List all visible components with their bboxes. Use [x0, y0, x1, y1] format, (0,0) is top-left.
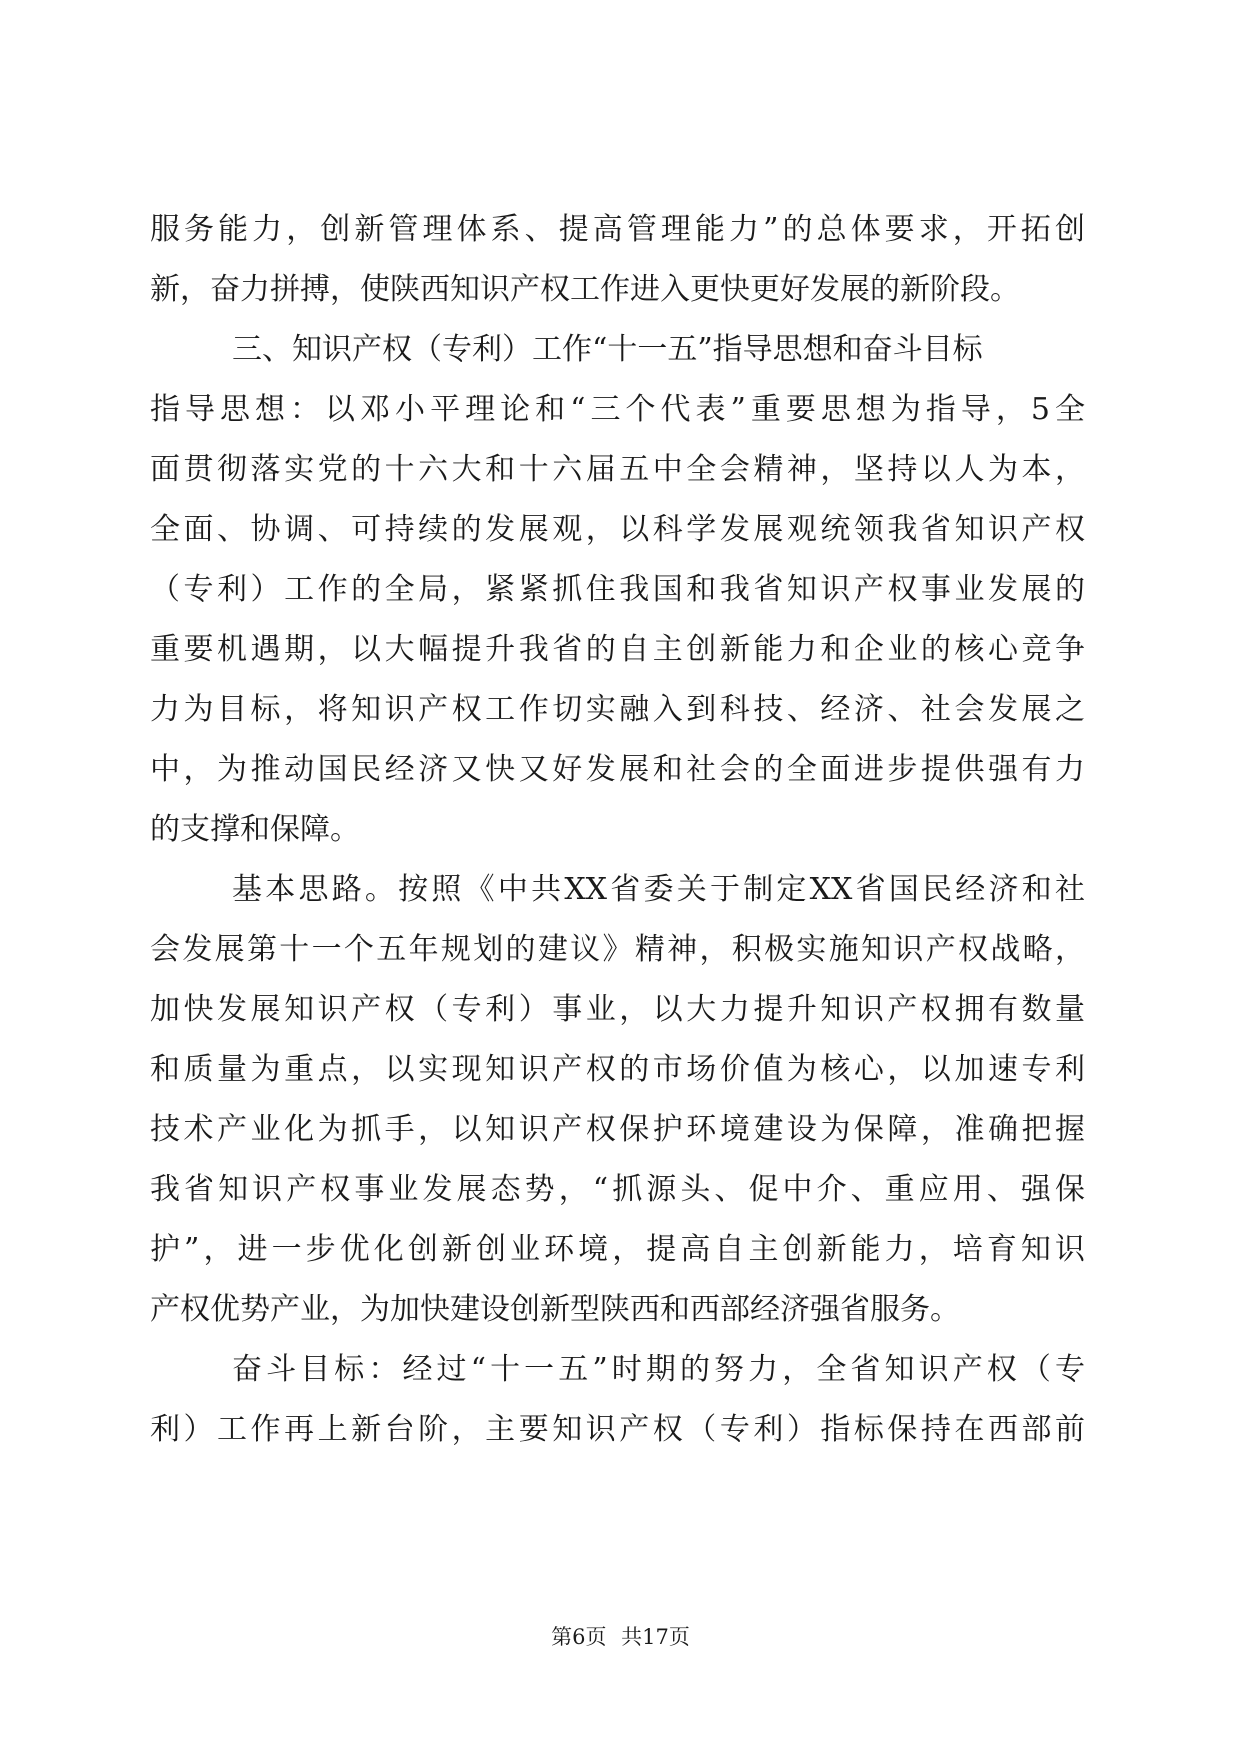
text-line: 利）工作再上新台阶，主要知识产权（专利）指标保持在西部前 — [150, 1412, 1085, 1447]
text-line: 的支撑和保障。 — [150, 812, 360, 847]
text-line: 产权优势产业，为加快建设创新型陕西和西部经济强省服务。 — [150, 1292, 960, 1327]
text-line: 护”，进一步优化创新创业环境，提高自主创新能力，培育知识 — [150, 1232, 1085, 1267]
text-line: 和质量为重点，以实现知识产权的市场价值为核心，以加速专利 — [150, 1052, 1085, 1087]
text-line: 中，为推动国民经济又快又好发展和社会的全面进步提供强有力 — [150, 752, 1085, 787]
text-line: 面贯彻落实党的十六大和十六届五中全会精神，坚持以人为本， — [150, 452, 1085, 487]
text-line: 重要机遇期，以大幅提升我省的自主创新能力和企业的核心竞争 — [150, 632, 1085, 667]
page-number-total: 共17页 — [621, 1625, 690, 1649]
text-line: 我省知识产权事业发展态势，“抓源头、促中介、重应用、强保 — [150, 1172, 1085, 1207]
document-body — [150, 200, 1085, 1460]
text-line: 基本思路。按照《中共XX省委关于制定XX省国民经济和社 — [232, 872, 1085, 907]
text-line: （专利）工作的全局，紧紧抓住我国和我省知识产权事业发展的 — [150, 572, 1085, 607]
text-line: 力为目标，将知识产权工作切实融入到科技、经济、社会发展之 — [150, 692, 1085, 727]
page-footer — [0, 1622, 1241, 1652]
text-line: 三、知识产权（专利）工作“十一五”指导思想和奋斗目标 — [232, 332, 983, 367]
paragraph-guiding-thought — [150, 380, 1085, 860]
page-number-current: 第6页 — [551, 1625, 607, 1649]
text-line: 技术产业化为抓手，以知识产权保护环境建设为保障，准确把握 — [150, 1112, 1085, 1147]
text-line: 奋斗目标：经过“十一五”时期的努力，全省知识产权（专 — [232, 1352, 1085, 1387]
text-line: 会发展第十一个五年规划的建议》精神，积极实施知识产权战略， — [150, 932, 1085, 967]
paragraph-basic-approach — [150, 860, 1085, 1340]
text-line: 新，奋力拼搏，使陕西知识产权工作进入更快更好发展的新阶段。 — [150, 272, 1020, 307]
text-line: 全面、协调、可持续的发展观，以科学发展观统领我省知识产权 — [150, 512, 1085, 547]
paragraph-continuation — [150, 200, 1085, 320]
section-heading — [150, 320, 1085, 380]
text-line: 指导思想：以邓小平理论和“三个代表”重要思想为指导，5全 — [150, 392, 1085, 427]
text-line: 加快发展知识产权（专利）事业，以大力提升知识产权拥有数量 — [150, 992, 1085, 1027]
text-line: 服务能力，创新管理体系、提高管理能力”的总体要求，开拓创 — [150, 212, 1085, 247]
paragraph-goals — [150, 1340, 1085, 1460]
